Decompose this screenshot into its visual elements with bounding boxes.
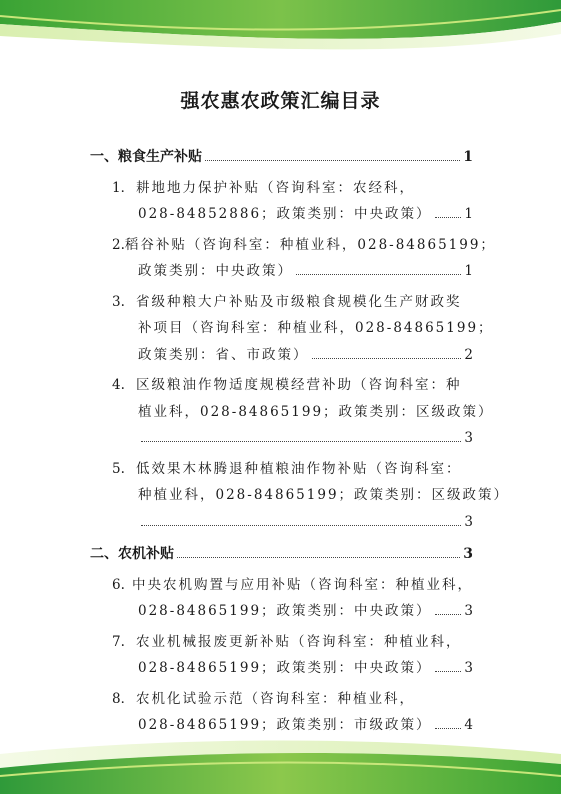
toc-entry-line (138, 261, 473, 281)
entry-number: 5. (112, 460, 125, 477)
leader-dots (435, 216, 462, 218)
toc-entry-line (112, 459, 473, 479)
entry-number: 4. (112, 377, 125, 393)
toc-entry-line (138, 204, 473, 224)
entry-text: 稻谷补贴（咨询科室：种植业科，028-84865199； (124, 236, 496, 253)
toc-entry-line (138, 601, 473, 621)
page-number: 4 (464, 717, 473, 733)
entry-text: 省级种粮大户补贴及市级粮食规模化生产财政奖 (136, 293, 462, 310)
leader-dots (177, 556, 460, 558)
entry-text: 政策类别：中央政策） (138, 263, 293, 279)
page-number: 3 (464, 513, 473, 530)
leader-dots (435, 670, 462, 672)
page-number: 2 (464, 346, 473, 363)
toc-entry-line (112, 375, 473, 395)
toc-entry-line (138, 318, 494, 338)
entry-text: 政策类别：省、市政策） (138, 346, 309, 363)
entry-number: 6. (112, 576, 125, 593)
entry-text: 中央农机购置与应用补贴（咨询科室：种植业科， (132, 576, 473, 593)
page-number: 3 (463, 546, 473, 562)
section-title: 一、粮食生产补贴 (90, 149, 202, 165)
toc-entry-line (138, 485, 510, 505)
entry-number: 1． (112, 179, 135, 196)
toc-section-heading (90, 147, 473, 167)
entry-number: 8． (112, 690, 135, 707)
toc-entry-line (112, 178, 473, 198)
entry-text: 028-84865199；政策类别：中央政策） (138, 660, 432, 676)
top-green-banner (0, 0, 561, 60)
toc-section-heading (90, 544, 473, 564)
leader-dots (435, 613, 462, 615)
entry-text: 028-84865199；政策类别：市级政策） (138, 717, 432, 733)
toc-entry-line (112, 689, 473, 709)
leader-dots (296, 273, 461, 275)
bottom-green-banner (0, 724, 561, 794)
entry-text: 低效果木林腾退种植粮油作物补贴（咨询科室： (136, 460, 462, 477)
entry-text: 028-84852886；政策类别：中央政策） (138, 206, 432, 222)
toc-entry-line (138, 658, 473, 678)
entry-text: 028-84865199；政策类别：中央政策） (138, 603, 432, 619)
entry-number: 2. (112, 236, 125, 253)
entry-text: 区级粮油作物适度规模经营补助（咨询科室：种 (136, 377, 462, 393)
entry-text: 耕地地力保护补贴（咨询科室：农经科， (136, 179, 415, 196)
toc-entry-line (138, 512, 473, 532)
leader-dots (141, 524, 461, 526)
page-number: 3 (464, 660, 473, 676)
toc-entry-line (138, 345, 473, 365)
toc-entry-line (138, 428, 473, 448)
toc-entry-line (112, 575, 473, 595)
entry-text: 种植业科，028-84865199；政策类别：区级政策） (138, 487, 510, 503)
entry-text: 农业机械报废更新补贴（咨询科室：种植业科， (136, 633, 462, 650)
entry-number: 7. (112, 633, 125, 650)
page-number: 1 (464, 263, 473, 279)
leader-dots (141, 440, 461, 442)
leader-dots (205, 159, 460, 161)
page-number: 1 (463, 149, 473, 165)
toc-entry-line (112, 235, 496, 255)
entry-text: 植业科，028-84865199；政策类别：区级政策） (138, 403, 494, 420)
toc-entry-line (112, 632, 473, 652)
entry-text: 农机化试验示范（咨询科室：种植业科， (136, 690, 415, 707)
leader-dots (312, 357, 462, 359)
toc-entry-line (138, 402, 494, 422)
entry-number: 3. (112, 293, 125, 310)
page-title: 强农惠农政策汇编目录 (180, 90, 381, 112)
page-number: 3 (464, 430, 473, 446)
toc-entry-line (112, 292, 473, 312)
page-number: 3 (464, 603, 473, 619)
entry-text: 补项目（咨询科室：种植业科，028-84865199； (138, 320, 494, 336)
page-number: 1 (464, 206, 473, 222)
section-title: 二、农机补贴 (90, 546, 174, 562)
